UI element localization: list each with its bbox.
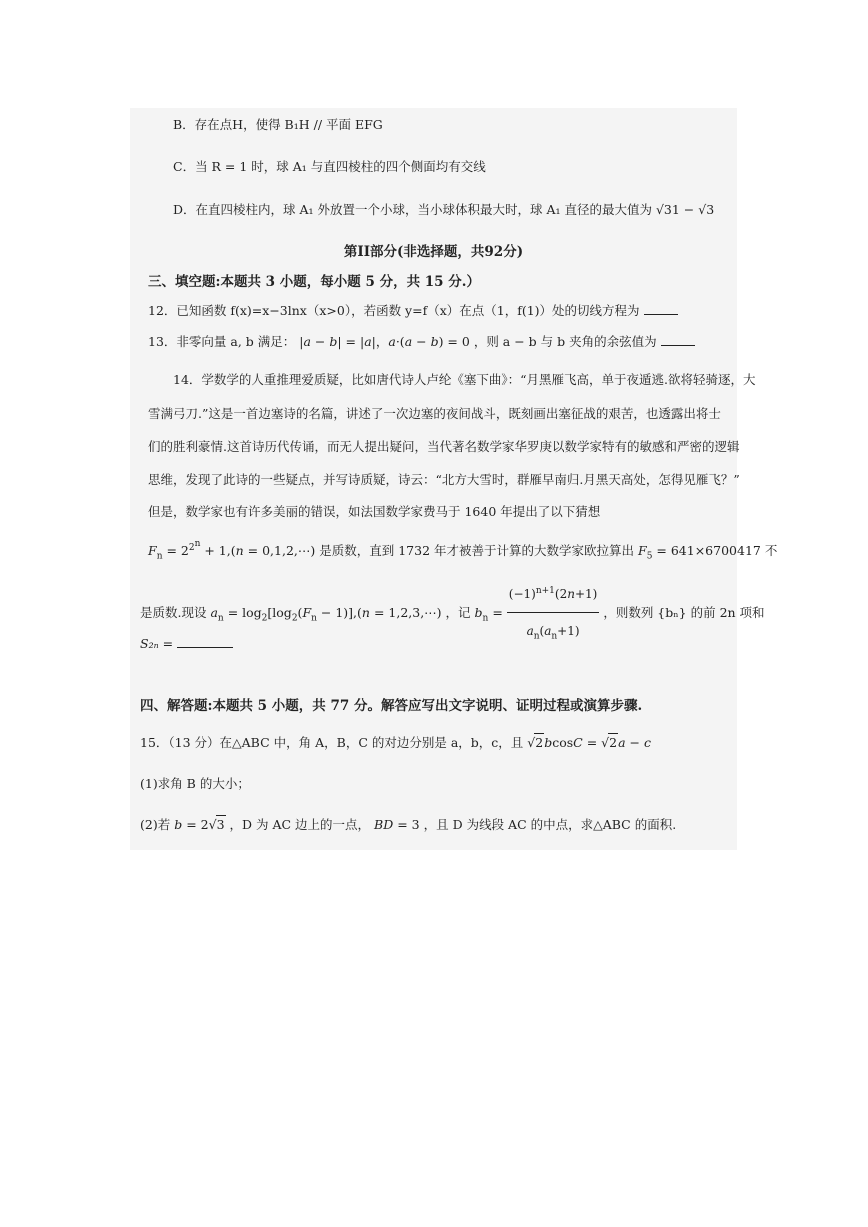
answer-heading: 四、解答题:本题共 5 小题，共 77 分。解答应写出文字说明、证明过程或演算步骤.: [140, 698, 643, 714]
question-14-line-2: 雪满弓刀.”这是一首边塞诗的名篇，讲述了一次边塞的夜间战斗，既刻画出塞征战的艰苦，也透露出将士: [148, 406, 721, 421]
question-15-condition: √2bcosC = √2a − c: [527, 735, 651, 750]
bn-definition: $b_n$ = $\frac{(-1)^{n+1}(2n+1)}{a_n(a_n+1)}$: [475, 605, 600, 620]
question-15: [140, 733, 651, 752]
an-definition: $a_n = \log_2[\log_2(F_n - 1)],(n$ = 1,2,3,⋯): [210, 605, 442, 624]
fill-in-heading: 三、填空题:本题共 3 小题，每小题 5 分，共 15 分.）: [148, 274, 480, 290]
question-14-fermat-line: [148, 535, 777, 566]
sequence-mid: ，记: [445, 605, 471, 621]
question-13-text-b: ，则 a − b 与 b 夹角的余弦值为: [473, 334, 657, 349]
question-12-text: 12．已知函数 f(x)=x−3lnx（x>0），若函数 y=f（x）在点（1，f(1)）处的切线方程为: [148, 303, 640, 318]
b-value: b = 2√3: [174, 817, 225, 832]
option-c: C．当 R = 1 时，球 A₁ 与直四棱柱的四个侧面均有交线: [173, 159, 486, 174]
part-2-a: (2)若: [140, 817, 171, 832]
question-13: [148, 333, 695, 351]
sequence-tail: ，则数列 {bₙ} 的前 2n 项和: [603, 605, 765, 621]
question-14-line-5: 但是，数学家也有许多美丽的错误，如法国数学家费马于 1640 年提出了以下猜想: [148, 504, 601, 519]
question-14-sequence-line: [140, 573, 765, 642]
question-13-formula: |a − b| = |a|，a·(a − b) = 0: [299, 334, 470, 349]
option-b: B．存在点H，使得 B₁H // 平面 EFG: [173, 117, 383, 132]
fermat-text: 是质数，直到 1732 年才被善于计算的大数学家欧拉算出: [319, 543, 635, 559]
question-15-part-1: (1)求角 B 的大小；: [140, 776, 250, 791]
question-14-line-3: 们的胜利豪情.这首诗历代传诵，而无人提出疑问，当代著名数学家华罗庚以数学家特有的敏感和严密的逻辑: [148, 439, 740, 454]
question-14-sum: [140, 635, 233, 653]
fermat-tail: 不: [764, 543, 778, 559]
answer-blank-13: [661, 333, 695, 346]
answer-blank-14: [177, 635, 233, 648]
answer-blank-12: [644, 302, 678, 315]
fermat-formula: $F_n = 2^{2^n} + 1,(n$ = 0,1,2,⋯): [148, 539, 316, 562]
question-12: [148, 302, 678, 320]
question-15-stem: 15．（13 分）在△ABC 中，角 A，B，C 的对边分别是 a，b，c，且: [140, 735, 524, 750]
sequence-prefix: 是质数.现设: [140, 605, 207, 621]
part-2-b: ，D 为 AC 边上的一点，: [229, 817, 371, 832]
part-2-c: ，且 D 为线段 AC 的中点，求△ABC 的面积.: [423, 817, 677, 832]
section-heading: 第II部分(非选择题，共92分): [343, 244, 524, 260]
euler-factorization: $F_5 = 641\times 6700417$: [638, 543, 761, 562]
option-d: D．在直四棱柱内，球 A₁ 外放置一个小球，当小球体积最大时，球 A₁ 直径的最大值为 √31 − √3: [173, 202, 715, 217]
question-13-text-a: 13．非零向量 a, b 满足：: [148, 334, 296, 349]
question-15-part-2: [140, 815, 676, 834]
sum-label: S₂ₙ =: [140, 636, 174, 651]
question-14-line-1: 14．学数学的人重推理爱质疑，比如唐代诗人卢纶《塞下曲》：“月黑雁飞高，单于夜遁逃.欲将轻骑逐，大: [173, 372, 756, 387]
bd-value: BD = 3: [374, 817, 420, 832]
question-14-line-4: 思维，发现了此诗的一些疑点，并写诗质疑，诗云：“北方大雪时，群雁早南归.月黑天高处，怎得见雁飞？”: [148, 472, 740, 487]
